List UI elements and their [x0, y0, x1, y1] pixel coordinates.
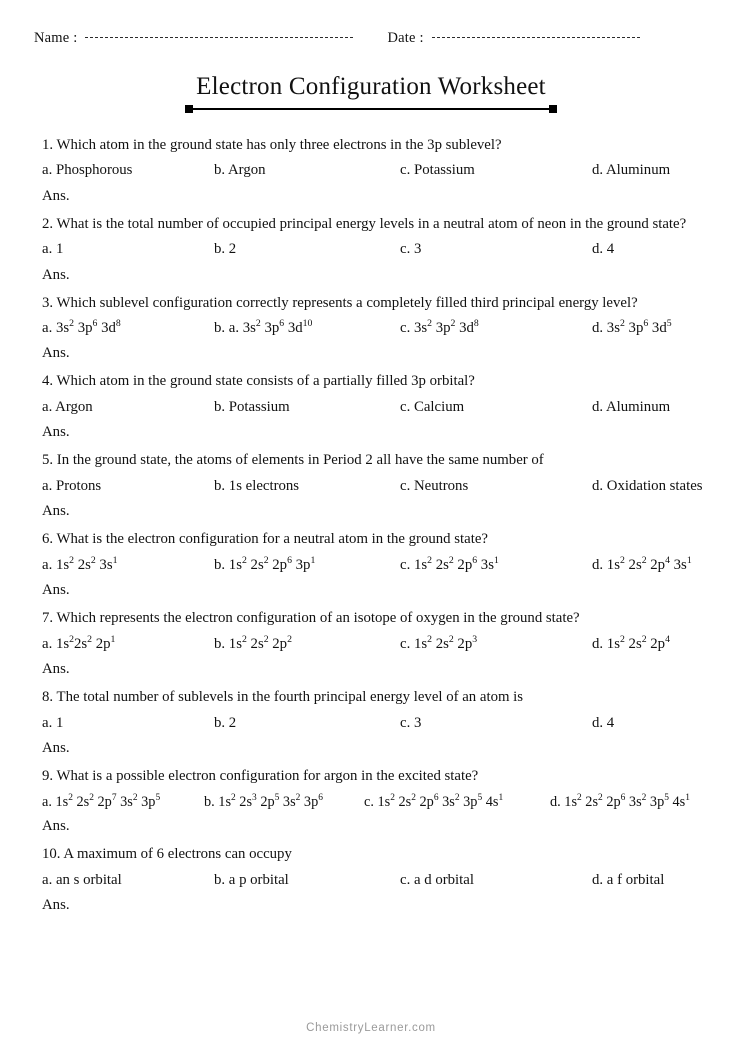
option-d[interactable]: d. Aluminum: [592, 162, 671, 179]
footer: [0, 1018, 742, 1036]
option-c[interactable]: c. a d orbital: [400, 871, 474, 888]
name-field: [34, 30, 353, 47]
option-row: [42, 635, 718, 654]
option-b[interactable]: b. Potassium: [214, 399, 290, 416]
student-info-row: [0, 0, 742, 47]
option-c[interactable]: c. $1s^2$ $2s^2$ $2p^6$ $3s^1$: [400, 555, 499, 573]
question-text: 10. A maximum of 6 electrons can occupy: [42, 846, 292, 863]
option-a[interactable]: a. 1: [42, 714, 64, 731]
date-input-line[interactable]: [432, 37, 640, 38]
question-text: 7. Which represents the electron configuration of an isotope of oxygen in the ground state?: [42, 610, 580, 627]
question-block: [42, 136, 718, 205]
option-c[interactable]: c. Neutrons: [400, 478, 469, 495]
option-b[interactable]: b. $1s^2$ $2s^2$ $2p^6$ $3p^1$: [214, 555, 316, 573]
question-text: 1. Which atom in the ground state has only three electrons in the 3p sublevel?: [42, 136, 502, 153]
answer-line[interactable]: Ans.: [42, 266, 70, 283]
option-d[interactable]: d. Aluminum: [592, 399, 671, 416]
question-text: 2. What is the total number of occupied principal energy levels in a neutral atom of neon in the ground state?: [42, 215, 687, 232]
question-text: 6. What is the electron configuration for a neutral atom in the ground state?: [42, 531, 488, 548]
option-b[interactable]: b. a p orbital: [214, 871, 289, 888]
name-input-line[interactable]: [85, 37, 353, 38]
option-d[interactable]: d. Oxidation states: [592, 478, 703, 495]
title-underline-rule: [185, 105, 557, 114]
option-a[interactable]: a. 1: [42, 241, 64, 258]
option-c[interactable]: c. $1s^2$ $2s^2$ $2p^6$ $3s^2$ $3p^5$ $4s^1$: [364, 792, 504, 810]
answer-line[interactable]: Ans.: [42, 424, 70, 441]
option-d[interactable]: d. 4: [592, 714, 615, 731]
question-text: 4. Which atom in the ground state consists of a partially filled 3p orbital?: [42, 373, 475, 390]
answer-line[interactable]: Ans.: [42, 345, 70, 362]
option-b[interactable]: b. 2: [214, 241, 237, 258]
option-c[interactable]: c. 3: [400, 241, 422, 258]
option-row: [42, 161, 718, 180]
answer-line[interactable]: Ans.: [42, 818, 70, 835]
option-d[interactable]: d. $1s^2$ $2s^2$ $2p^6$ $3s^2$ $3p^5$ $4s^1$: [550, 792, 690, 810]
option-a[interactable]: a. $1s^22s^2$ $2p^1$: [42, 633, 116, 652]
question-text: 9. What is a possible electron configuration for argon in the excited state?: [42, 768, 479, 784]
option-c[interactable]: c. Calcium: [400, 399, 465, 416]
option-d[interactable]: d. $3s^2$ $3p^6$ $3d^5$: [592, 318, 672, 337]
option-d[interactable]: d. 4: [592, 241, 615, 258]
option-c[interactable]: c. Potassium: [400, 162, 475, 179]
question-text: 8. The total number of sublevels in the fourth principal energy level of an atom is: [42, 689, 524, 706]
option-b[interactable]: b. $1s^2$ $2s^3$ $2p^5$ $3s^2$ $3p^6$: [204, 792, 323, 810]
option-a[interactable]: a. $1s^2$ $2s^2$ $2p^7$ $3s^2$ $3p^5$: [42, 792, 161, 810]
questions-list: [0, 114, 742, 914]
option-b[interactable]: b. Argon: [214, 162, 266, 179]
option-row: [42, 871, 718, 890]
option-a[interactable]: a. an s orbital: [42, 871, 122, 888]
option-row: [42, 398, 718, 417]
date-field: [387, 30, 639, 47]
option-d[interactable]: d. $1s^2$ $2s^2$ $2p^4$: [592, 633, 670, 652]
question-text: 3. Which sublevel configuration correctly represents a completely filled third principal energy level?: [42, 294, 638, 311]
option-d[interactable]: d. a f orbital: [592, 871, 665, 888]
answer-line[interactable]: Ans.: [42, 661, 70, 678]
question-block: [42, 688, 718, 757]
answer-line[interactable]: Ans.: [42, 187, 70, 204]
question-block: [42, 372, 718, 441]
option-b[interactable]: b. 2: [214, 714, 237, 731]
question-block: [42, 845, 718, 914]
answer-line[interactable]: Ans.: [42, 582, 70, 599]
question-block: [42, 767, 718, 835]
option-c[interactable]: c. $3s^2$ $3p^2$ $3d^8$: [400, 318, 479, 337]
question-block: [42, 294, 718, 363]
question-block: [42, 530, 718, 599]
option-row: [42, 477, 718, 496]
option-d[interactable]: d. $1s^2$ $2s^2$ $2p^4$ $3s^1$: [592, 555, 692, 573]
question-block: [42, 215, 718, 284]
site-watermark: ChemistryLearner.com: [306, 1022, 436, 1034]
answer-line[interactable]: Ans.: [42, 503, 70, 520]
rule-cap-right-icon: [549, 105, 557, 113]
option-a[interactable]: a. Protons: [42, 478, 102, 495]
option-a[interactable]: a. $1s^2$ $2s^2$ $3s^1$: [42, 555, 118, 573]
option-b[interactable]: b. a. $3s^2$ $3p^6$ $3d^{10}$: [214, 318, 313, 337]
option-c[interactable]: c. $1s^2$ $2s^2$ $2p^3$: [400, 633, 478, 652]
answer-line[interactable]: Ans.: [42, 897, 70, 914]
option-row: [42, 793, 718, 812]
option-row: [42, 319, 718, 338]
option-a[interactable]: a. Argon: [42, 399, 93, 416]
option-b[interactable]: b. $1s^2$ $2s^2$ $2p^2$: [214, 633, 292, 652]
option-b[interactable]: b. 1s electrons: [214, 478, 300, 495]
option-a[interactable]: a. $3s^2$ $3p^6$ $3d^8$: [42, 318, 121, 337]
option-row: [42, 556, 718, 575]
title-section: [0, 73, 742, 114]
answer-line[interactable]: Ans.: [42, 740, 70, 756]
date-label: Date :: [387, 30, 424, 46]
question-block: [42, 451, 718, 520]
name-label: Name :: [34, 30, 78, 46]
rule-bar: [189, 108, 553, 110]
question-text: 5. In the ground state, the atoms of elements in Period 2 all have the same number of: [42, 452, 544, 469]
option-a[interactable]: a. Phosphorous: [42, 162, 133, 179]
option-row: [42, 240, 718, 259]
page-title: Electron Configuration Worksheet: [196, 73, 546, 100]
option-row: [42, 714, 718, 733]
question-block: [42, 609, 718, 678]
option-c[interactable]: c. 3: [400, 714, 422, 731]
